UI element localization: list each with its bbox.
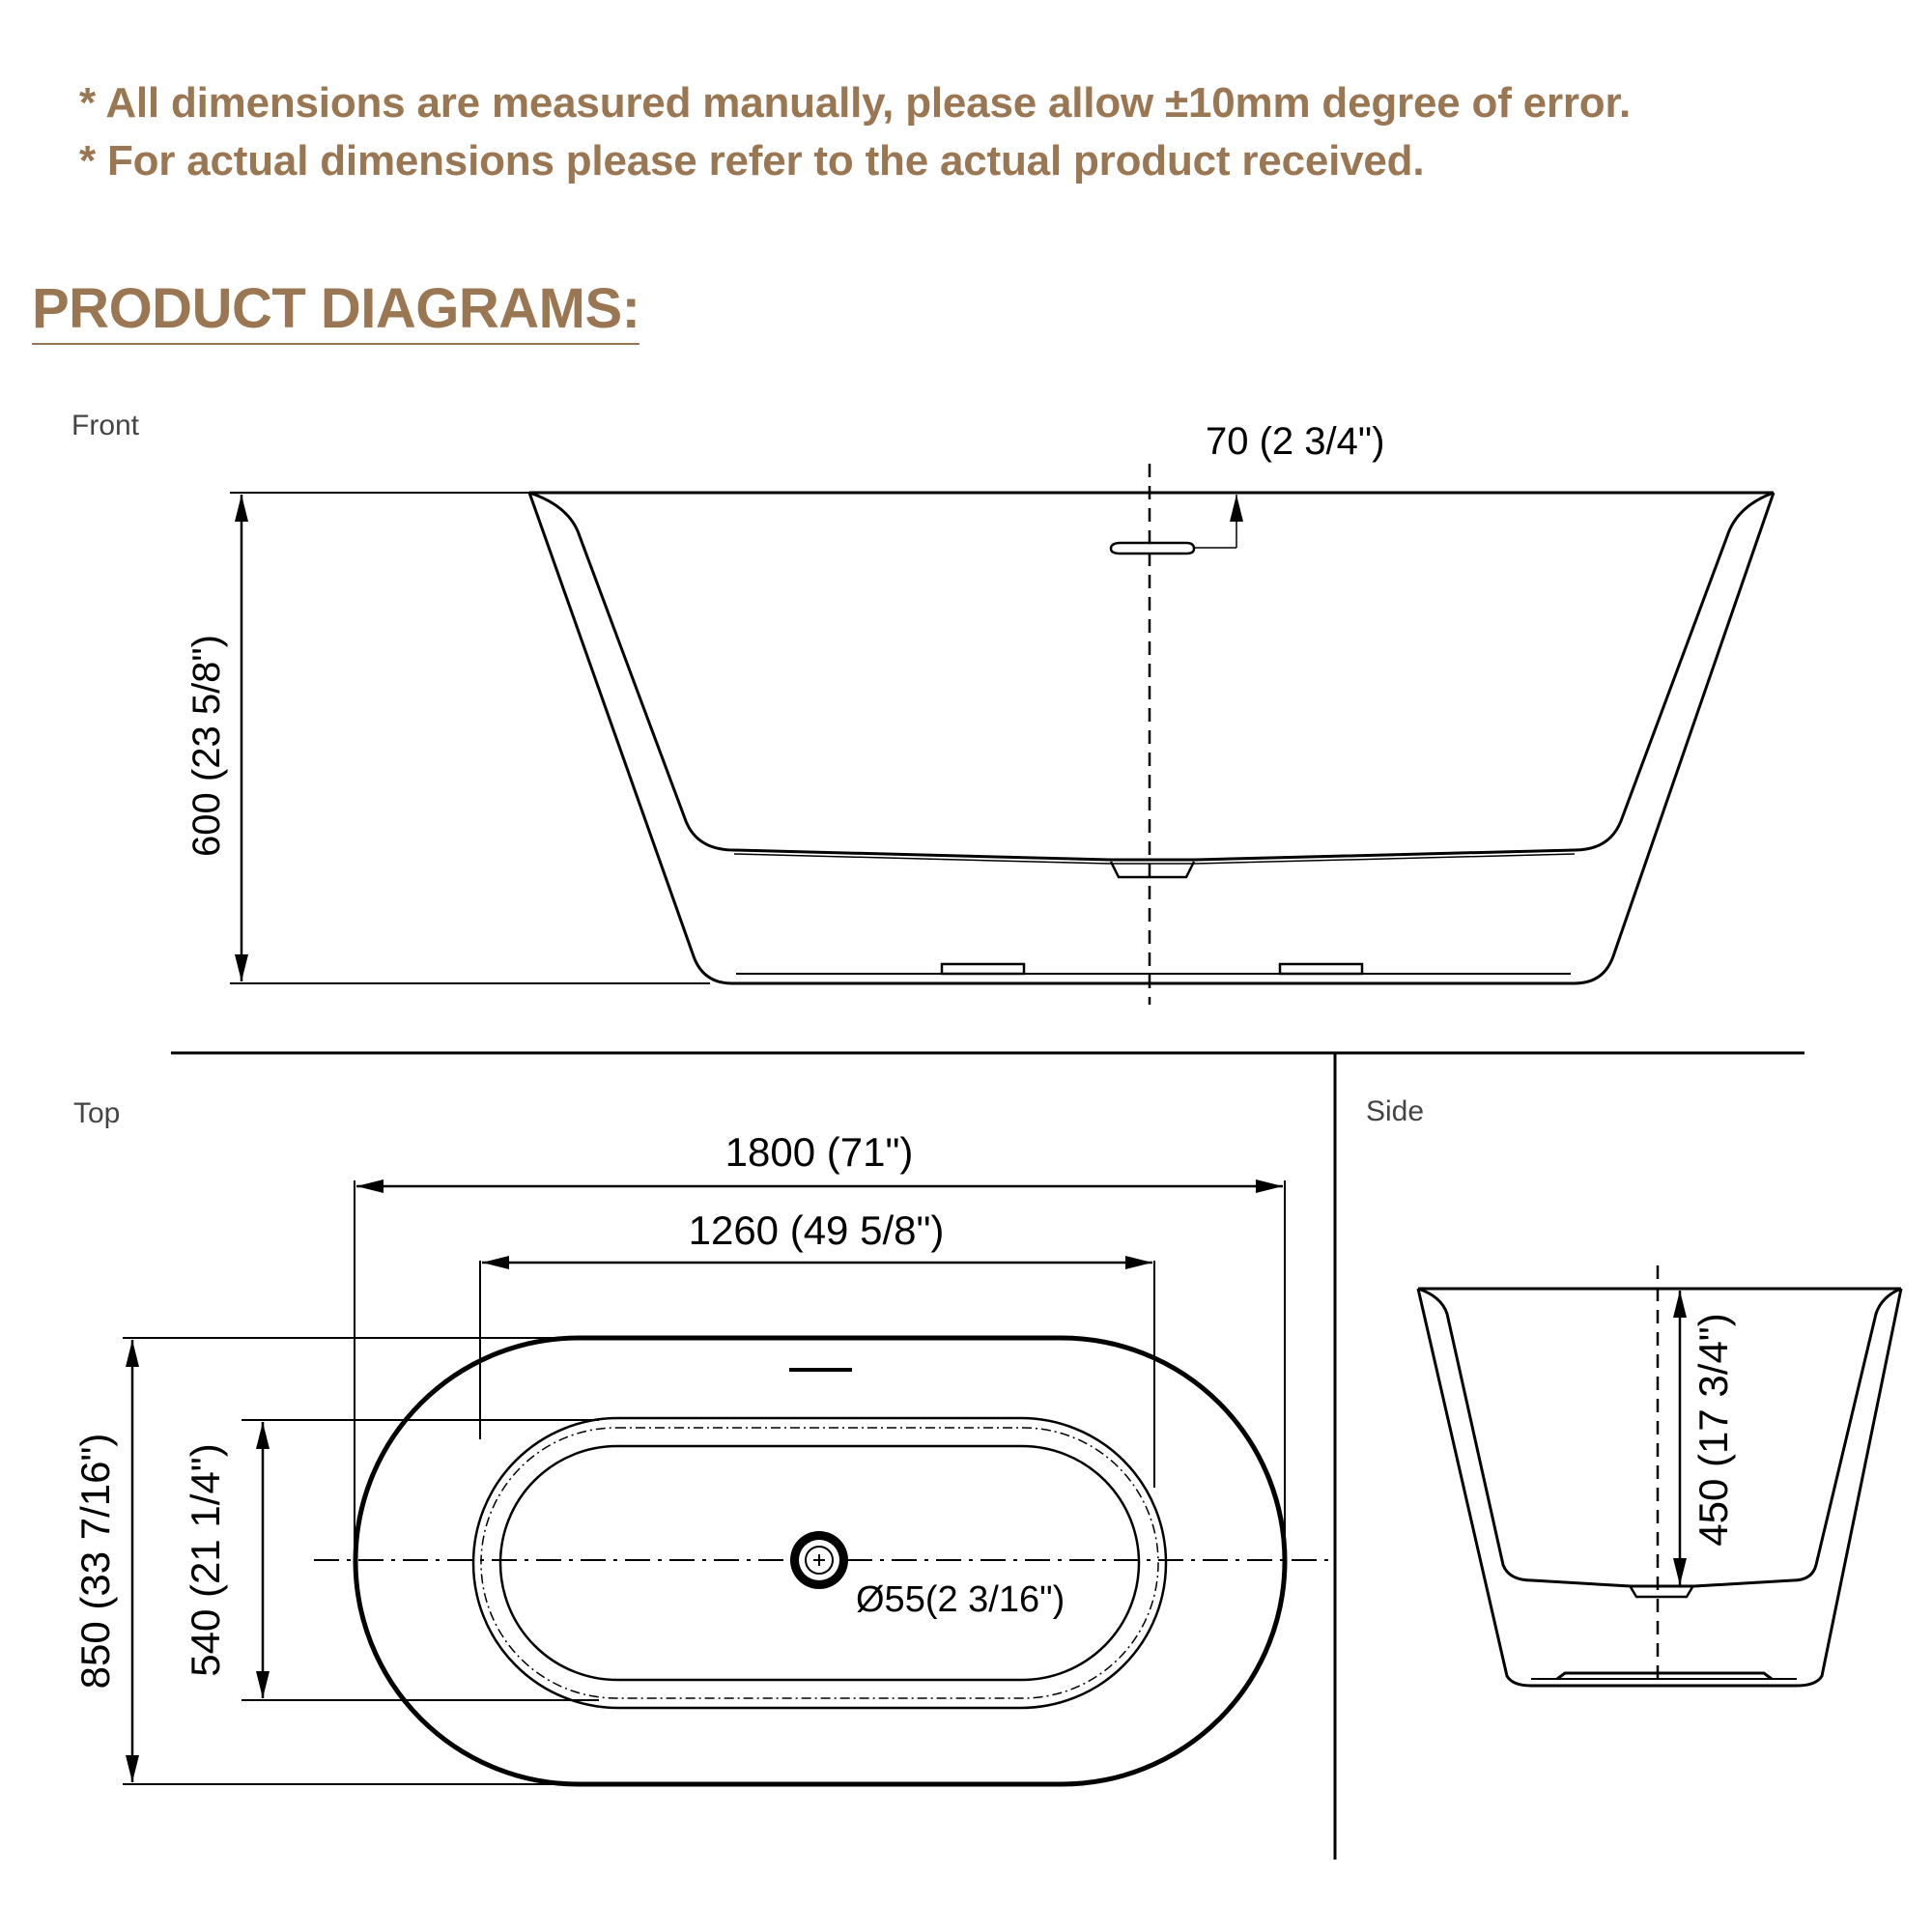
view-label-side: Side bbox=[1366, 1095, 1425, 1127]
view-label-top: Top bbox=[73, 1097, 121, 1129]
page-title: PRODUCT DIAGRAMS: bbox=[32, 276, 639, 345]
top-drain bbox=[790, 1531, 848, 1589]
top-length-dimension: 1800 (71") bbox=[724, 1129, 914, 1175]
front-foot-left bbox=[942, 964, 1024, 974]
note-tolerance: * All dimensions are measured manually, please allow ±10mm degree of error. bbox=[79, 79, 1631, 127]
view-separators bbox=[171, 1053, 1804, 1860]
front-outer-shell bbox=[529, 493, 1774, 983]
side-drain bbox=[1631, 1587, 1692, 1597]
side-outer-shell bbox=[1418, 1289, 1901, 1686]
front-view bbox=[230, 464, 1774, 1005]
front-inner-shell bbox=[529, 493, 1774, 860]
drain-dimension: Ø55(2 3/16") bbox=[856, 1579, 1065, 1620]
front-foot-right bbox=[1280, 964, 1362, 974]
side-inner-shell bbox=[1418, 1289, 1901, 1586]
note-actual-product: * For actual dimensions please refer to the actual product received. bbox=[79, 137, 1425, 185]
view-label-front: Front bbox=[71, 410, 140, 441]
side-view bbox=[1418, 1265, 1901, 1686]
front-height-dimension: 600 (23 5/8") bbox=[185, 635, 228, 857]
front-overflow-dimension: 70 (2 3/4") bbox=[1206, 420, 1385, 463]
top-inner-width-dimension: 540 (21 1/4") bbox=[183, 1443, 228, 1677]
top-width-dimension: 850 (33 7/16") bbox=[72, 1433, 118, 1690]
top-view bbox=[123, 1180, 1328, 1784]
top-inner-length-dimension: 1260 (49 5/8") bbox=[688, 1208, 945, 1253]
front-overflow bbox=[1111, 543, 1194, 554]
side-depth-dimension: 450 (17 3/4") bbox=[1690, 1313, 1736, 1547]
